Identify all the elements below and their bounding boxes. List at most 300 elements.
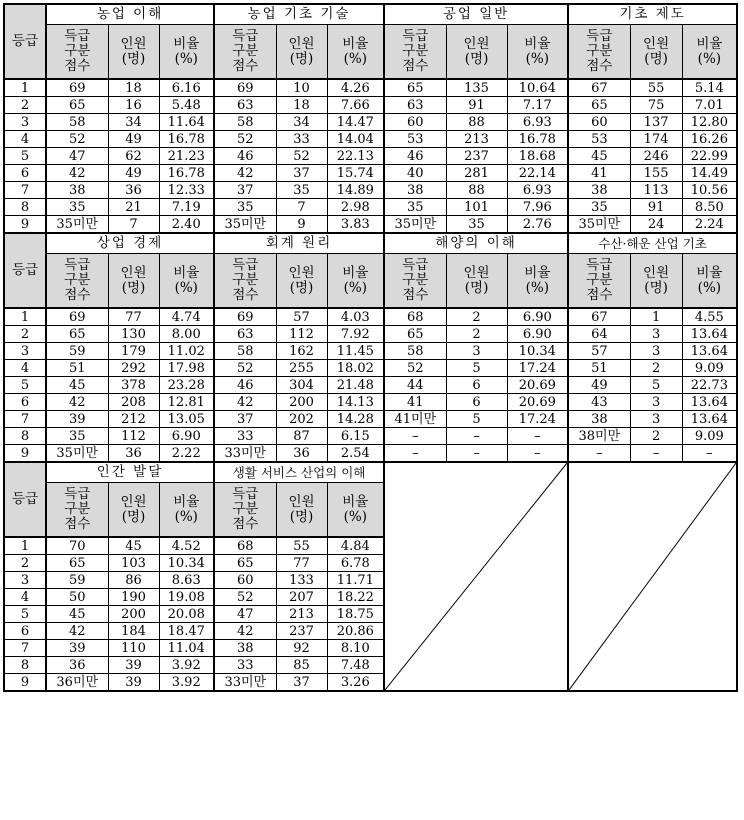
cut-score-cell: 51: [46, 360, 108, 377]
ratio-cell: 21.48: [327, 377, 384, 394]
cut-score-header: [568, 25, 630, 80]
people-count-cell: 55: [630, 79, 682, 97]
people-count-cell: 200: [276, 394, 327, 411]
cut-score-cell: 46: [214, 148, 276, 165]
people-count-cell: 39: [108, 657, 159, 674]
people-count-cell: 18: [108, 79, 159, 97]
cut-score-header-line: 구분: [64, 272, 91, 288]
people-count-cell: 5: [630, 377, 682, 394]
cut-score-header-line: 득급: [232, 486, 259, 502]
cut-score-header-line: 구분: [232, 43, 259, 59]
cut-score-cell: 58: [214, 343, 276, 360]
cut-score-cell: 38미만: [568, 428, 630, 445]
people-count-cell: 184: [108, 623, 159, 640]
grade-row: [4, 308, 737, 326]
ratio-cell: –: [507, 445, 568, 463]
grade-number: 9: [4, 216, 46, 234]
subject-name: 기초 제도: [568, 4, 737, 25]
cut-score-cell: 47: [214, 606, 276, 623]
cut-score-cell: 68: [214, 537, 276, 555]
ratio-cell: 7.17: [507, 97, 568, 114]
cut-score-cell: 45: [46, 377, 108, 394]
ratio-cell: 22.99: [682, 148, 737, 165]
people-count-cell: 112: [108, 428, 159, 445]
ratio-header: [159, 25, 214, 80]
people-count-cell: 52: [276, 148, 327, 165]
people-count-cell: 255: [276, 360, 327, 377]
people-count-cell: 101: [446, 199, 507, 216]
grade-number: 6: [4, 394, 46, 411]
cut-score-cell: 65: [568, 97, 630, 114]
ratio-cell: 6.15: [327, 428, 384, 445]
ratio-cell: 11.71: [327, 572, 384, 589]
cut-score-header-line: 점수: [232, 516, 259, 532]
cut-score-header: [46, 483, 108, 538]
subject-name: 수산·해운 산업 기초: [568, 233, 737, 254]
subject-header-row: [4, 4, 737, 25]
grade-row: [4, 360, 737, 377]
cut-score-cell: 35미만: [46, 216, 108, 234]
people-count-cell: 200: [108, 606, 159, 623]
people-header-line: (명): [644, 279, 668, 296]
ratio-cell: 6.90: [507, 326, 568, 343]
cut-score-cell: 42: [46, 394, 108, 411]
people-count-cell: –: [446, 445, 507, 463]
people-count-cell: 281: [446, 165, 507, 182]
cut-score-cell: 65: [384, 326, 446, 343]
ratio-cell: 8.00: [159, 326, 214, 343]
cut-score-cell: 69: [46, 308, 108, 326]
cut-score-cell: 65: [214, 555, 276, 572]
ratio-cell: 14.89: [327, 182, 384, 199]
cut-score-header-line: 구분: [402, 272, 429, 288]
grade-number: 2: [4, 555, 46, 572]
empty-diagonal-cell: [384, 462, 568, 691]
ratio-header-line: (%): [174, 279, 198, 296]
people-count-cell: 135: [446, 79, 507, 97]
grade-number: 3: [4, 572, 46, 589]
people-header-line: 인원: [120, 493, 147, 510]
cut-score-header-line: 점수: [232, 58, 259, 74]
cut-score-cell: 52: [384, 360, 446, 377]
people-count-cell: 113: [630, 182, 682, 199]
ratio-cell: 14.28: [327, 411, 384, 428]
people-header: [108, 25, 159, 80]
cut-score-header: [46, 254, 108, 309]
grade-number: 7: [4, 640, 46, 657]
people-header-line: (명): [644, 50, 668, 67]
people-header: [276, 25, 327, 80]
grade-number: 1: [4, 79, 46, 97]
cut-score-cell: 60: [214, 572, 276, 589]
people-count-cell: 304: [276, 377, 327, 394]
people-count-cell: 49: [108, 165, 159, 182]
ratio-cell: 12.80: [682, 114, 737, 131]
grade-number: 5: [4, 606, 46, 623]
ratio-cell: 13.64: [682, 394, 737, 411]
cut-score-cell: 38: [214, 640, 276, 657]
people-count-cell: 179: [108, 343, 159, 360]
people-count-cell: 34: [276, 114, 327, 131]
ratio-cell: 13.64: [682, 326, 737, 343]
cut-score-cell: 53: [568, 131, 630, 148]
people-count-cell: 88: [446, 182, 507, 199]
people-count-cell: 37: [276, 165, 327, 182]
cut-score-cell: 52: [46, 131, 108, 148]
ratio-cell: 18.02: [327, 360, 384, 377]
people-count-cell: 2: [446, 326, 507, 343]
ratio-header-line: 비율: [342, 35, 369, 52]
ratio-cell: 18.22: [327, 589, 384, 606]
grade-number: 4: [4, 589, 46, 606]
cut-score-cell: 50: [46, 589, 108, 606]
cut-score-cell: 45: [46, 606, 108, 623]
ratio-cell: 16.78: [159, 131, 214, 148]
cut-score-cell: 65: [46, 326, 108, 343]
grade-column-header: 등급: [4, 4, 46, 79]
cut-score-cell: 68: [384, 308, 446, 326]
diagonal-line: [569, 463, 736, 690]
grade-row: [4, 411, 737, 428]
ratio-cell: 20.08: [159, 606, 214, 623]
people-header: [276, 254, 327, 309]
ratio-header-line: (%): [174, 50, 198, 67]
ratio-cell: 4.52: [159, 537, 214, 555]
people-count-cell: 3: [630, 394, 682, 411]
people-count-cell: 37: [276, 674, 327, 692]
cut-score-cell: 67: [568, 79, 630, 97]
people-header: [630, 254, 682, 309]
cut-score-cell: 65: [46, 555, 108, 572]
people-header: [108, 254, 159, 309]
ratio-cell: 22.13: [327, 148, 384, 165]
ratio-cell: 22.14: [507, 165, 568, 182]
cut-score-header: [384, 254, 446, 309]
cut-score-cell: 59: [46, 343, 108, 360]
cut-score-header-line: 득급: [64, 28, 91, 44]
people-count-cell: 6: [446, 377, 507, 394]
ratio-cell: 2.22: [159, 445, 214, 463]
ratio-cell: 2.98: [327, 199, 384, 216]
ratio-cell: 15.74: [327, 165, 384, 182]
ratio-cell: –: [507, 428, 568, 445]
ratio-header-line: 비율: [524, 264, 551, 281]
grade-row: [4, 216, 737, 234]
ratio-cell: 14.49: [682, 165, 737, 182]
people-count-cell: 112: [276, 326, 327, 343]
cut-score-cell: 53: [384, 131, 446, 148]
people-count-cell: 237: [276, 623, 327, 640]
people-count-cell: 190: [108, 589, 159, 606]
ratio-header-line: (%): [174, 508, 198, 525]
cut-score-cell: 69: [214, 79, 276, 97]
cut-score-cell: 45: [568, 148, 630, 165]
ratio-cell: 20.69: [507, 394, 568, 411]
grade-row: [4, 394, 737, 411]
ratio-cell: 10.34: [507, 343, 568, 360]
cut-score-cell: 52: [214, 131, 276, 148]
ratio-cell: 8.63: [159, 572, 214, 589]
cut-score-header-line: 점수: [586, 58, 613, 74]
ratio-cell: 17.24: [507, 360, 568, 377]
cut-score-cell: 43: [568, 394, 630, 411]
ratio-cell: 7.01: [682, 97, 737, 114]
people-count-cell: 36: [108, 182, 159, 199]
people-count-cell: 103: [108, 555, 159, 572]
grade-column-header: 등급: [4, 233, 46, 308]
cut-score-cell: 35: [46, 428, 108, 445]
cut-score-cell: 59: [46, 572, 108, 589]
ratio-cell: 23.28: [159, 377, 214, 394]
people-count-cell: 16: [108, 97, 159, 114]
ratio-header: [159, 483, 214, 538]
grade-number: 8: [4, 199, 46, 216]
subject-header-row: [4, 233, 737, 254]
cut-score-header: [214, 25, 276, 80]
cut-score-cell: 37: [214, 182, 276, 199]
ratio-header-line: (%): [525, 279, 550, 296]
grade-number: 1: [4, 537, 46, 555]
people-header-line: 인원: [288, 264, 315, 281]
people-count-cell: 49: [108, 131, 159, 148]
people-header: [446, 254, 507, 309]
people-header: [630, 25, 682, 80]
people-header-line: (명): [464, 50, 489, 67]
people-count-cell: 207: [276, 589, 327, 606]
people-count-cell: –: [446, 428, 507, 445]
ratio-cell: 7.96: [507, 199, 568, 216]
ratio-cell: 13.05: [159, 411, 214, 428]
cut-score-cell: 40: [384, 165, 446, 182]
grade-row: [4, 79, 737, 97]
cut-score-cell: 49: [568, 377, 630, 394]
cut-score-cell: 35미만: [384, 216, 446, 234]
people-count-cell: 35: [276, 182, 327, 199]
ratio-cell: 4.74: [159, 308, 214, 326]
people-count-cell: 237: [446, 148, 507, 165]
ratio-cell: 21.23: [159, 148, 214, 165]
people-header-line: (명): [289, 50, 314, 67]
cut-score-header-line: 득급: [232, 257, 259, 273]
cut-score-header-line: 구분: [586, 43, 613, 59]
cut-score-cell: 47: [46, 148, 108, 165]
cut-score-cell: 60: [568, 114, 630, 131]
people-count-cell: 5: [446, 360, 507, 377]
cut-score-cell: 44: [384, 377, 446, 394]
people-count-cell: 1: [630, 308, 682, 326]
people-count-cell: 77: [108, 308, 159, 326]
ratio-header-line: 비율: [173, 264, 200, 281]
cut-score-cell: 37: [214, 411, 276, 428]
ratio-cell: 4.26: [327, 79, 384, 97]
grade-number: 7: [4, 411, 46, 428]
column-header-row: [4, 25, 737, 80]
cut-score-cell: 35미만: [568, 216, 630, 234]
ratio-cell: 16.26: [682, 131, 737, 148]
cut-score-header-line: 점수: [402, 58, 429, 74]
cut-score-cell: 46: [384, 148, 446, 165]
ratio-header: [507, 254, 568, 309]
cut-score-header-line: 구분: [64, 43, 91, 59]
ratio-header: [327, 483, 384, 538]
cut-score-cell: 67: [568, 308, 630, 326]
subject-name: 회계 원리: [214, 233, 384, 254]
cut-score-cell: 52: [214, 589, 276, 606]
people-count-cell: 45: [108, 537, 159, 555]
cut-score-cell: 36: [46, 657, 108, 674]
grade-column-header: 등급: [4, 462, 46, 537]
cut-score-header-line: 점수: [232, 287, 259, 303]
people-count-cell: 2: [630, 360, 682, 377]
cut-score-header: [568, 254, 630, 309]
ratio-cell: 16.78: [159, 165, 214, 182]
column-header-row: [4, 254, 737, 309]
grade-row: [4, 148, 737, 165]
ratio-header-line: 비율: [342, 493, 369, 510]
people-count-cell: 85: [276, 657, 327, 674]
people-count-cell: 86: [108, 572, 159, 589]
people-header: [276, 483, 327, 538]
cut-score-cell: 35: [568, 199, 630, 216]
grade-number: 6: [4, 165, 46, 182]
people-count-cell: 5: [446, 411, 507, 428]
cut-score-cell: 36미만: [46, 674, 108, 692]
cut-score-cell: 69: [46, 79, 108, 97]
ratio-header-line: (%): [343, 508, 367, 525]
ratio-cell: 16.78: [507, 131, 568, 148]
people-count-cell: 3: [630, 411, 682, 428]
cut-score-header-line: 득급: [586, 257, 613, 273]
cut-score-cell: 42: [46, 623, 108, 640]
cut-score-cell: 57: [568, 343, 630, 360]
ratio-cell: 11.02: [159, 343, 214, 360]
cut-score-cell: 63: [214, 326, 276, 343]
cut-score-cell: 65: [384, 79, 446, 97]
grade-cut-table: [3, 3, 738, 692]
grade-number: 1: [4, 308, 46, 326]
ratio-cell: 3.83: [327, 216, 384, 234]
people-count-cell: 378: [108, 377, 159, 394]
people-count-cell: 18: [276, 97, 327, 114]
cut-score-cell: 35: [46, 199, 108, 216]
people-count-cell: 292: [108, 360, 159, 377]
ratio-cell: 2.40: [159, 216, 214, 234]
ratio-cell: 4.03: [327, 308, 384, 326]
people-header-line: 인원: [120, 264, 147, 281]
cut-score-header: [46, 25, 108, 80]
ratio-cell: 3.92: [159, 657, 214, 674]
people-count-cell: 9: [276, 216, 327, 234]
ratio-cell: 17.24: [507, 411, 568, 428]
people-count-cell: 87: [276, 428, 327, 445]
ratio-cell: 3.26: [327, 674, 384, 692]
cut-score-header-line: 득급: [64, 257, 91, 273]
people-count-cell: 35: [446, 216, 507, 234]
ratio-header-line: 비율: [696, 264, 723, 281]
cut-score-cell: –: [384, 428, 446, 445]
people-header-line: 인원: [643, 264, 670, 281]
ratio-cell: 14.04: [327, 131, 384, 148]
ratio-header: [682, 254, 737, 309]
grade-number: 8: [4, 657, 46, 674]
cut-score-header-line: 점수: [64, 287, 91, 303]
ratio-header: [327, 254, 384, 309]
people-header-line: 인원: [463, 264, 490, 281]
subject-header-row: [4, 462, 737, 483]
empty-diagonal-cell: [568, 462, 737, 691]
people-count-cell: 137: [630, 114, 682, 131]
people-count-cell: 55: [276, 537, 327, 555]
people-count-cell: 202: [276, 411, 327, 428]
grade-row: [4, 182, 737, 199]
ratio-header-line: 비율: [342, 264, 369, 281]
grade-row: [4, 131, 737, 148]
ratio-header-line: 비율: [173, 493, 200, 510]
ratio-cell: 13.64: [682, 343, 737, 360]
grade-number: 2: [4, 326, 46, 343]
ratio-cell: –: [682, 445, 737, 463]
people-count-cell: 39: [108, 674, 159, 692]
grade-number: 3: [4, 114, 46, 131]
ratio-header-line: (%): [697, 50, 722, 67]
people-count-cell: 24: [630, 216, 682, 234]
grade-row: [4, 326, 737, 343]
cut-score-cell: 60: [384, 114, 446, 131]
grade-row: [4, 445, 737, 463]
cut-score-header-line: 구분: [64, 501, 91, 517]
cut-score-header-line: 구분: [232, 272, 259, 288]
ratio-cell: 6.90: [159, 428, 214, 445]
people-count-cell: 77: [276, 555, 327, 572]
cut-score-cell: 58: [46, 114, 108, 131]
ratio-header-line: (%): [525, 50, 550, 67]
cut-score-cell: 69: [214, 308, 276, 326]
ratio-cell: 5.14: [682, 79, 737, 97]
ratio-cell: 5.48: [159, 97, 214, 114]
people-header-line: 인원: [288, 35, 315, 52]
cut-score-cell: 64: [568, 326, 630, 343]
ratio-cell: 3.92: [159, 674, 214, 692]
cut-score-cell: 33: [214, 657, 276, 674]
people-count-cell: 2: [630, 428, 682, 445]
people-header-line: (명): [121, 50, 146, 67]
people-count-cell: 91: [446, 97, 507, 114]
cut-score-cell: –: [384, 445, 446, 463]
cut-score-header-line: 점수: [64, 58, 91, 74]
ratio-cell: 12.33: [159, 182, 214, 199]
ratio-cell: 18.75: [327, 606, 384, 623]
cut-score-cell: 35: [214, 199, 276, 216]
ratio-cell: 14.47: [327, 114, 384, 131]
cut-score-header: [214, 254, 276, 309]
ratio-cell: 6.90: [507, 308, 568, 326]
grade-row: [4, 114, 737, 131]
cut-score-cell: 39: [46, 411, 108, 428]
cut-score-header-line: 구분: [232, 501, 259, 517]
grade-row: [4, 343, 737, 360]
ratio-cell: 7.48: [327, 657, 384, 674]
grade-row: [4, 165, 737, 182]
people-header-line: (명): [289, 279, 314, 296]
people-header-line: (명): [121, 508, 146, 525]
ratio-cell: 18.68: [507, 148, 568, 165]
people-count-cell: 110: [108, 640, 159, 657]
cut-score-header: [214, 483, 276, 538]
cut-score-header: [384, 25, 446, 80]
people-count-cell: 3: [630, 326, 682, 343]
ratio-cell: 19.08: [159, 589, 214, 606]
cut-score-cell: 35: [384, 199, 446, 216]
